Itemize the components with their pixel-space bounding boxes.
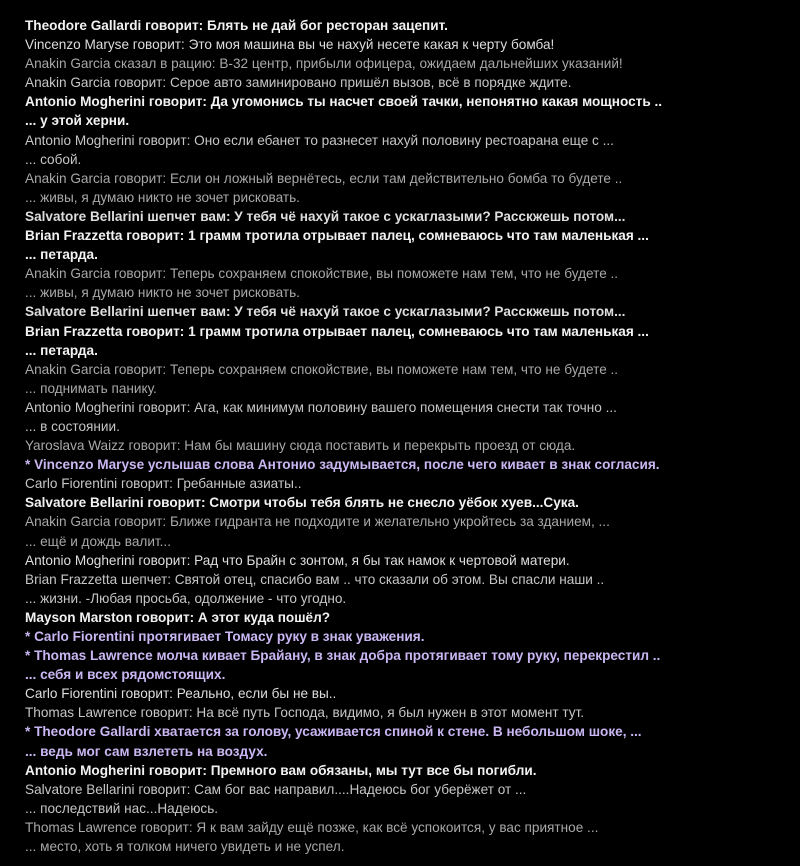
chat-line: Salvatore Bellarini говорит: Сам бог вас направил....Надеюсь бог уберёжет от ... [25, 781, 527, 797]
chat-line: ... себя и всех рядомстоящих. [25, 667, 226, 683]
chat-line: Anakin Garcia говорит: Теперь сохраняем спокойствие, вы поможете нам тем, что не будете .. [25, 266, 619, 282]
chat-line: Anakin Garcia говорит: Ближе гидранта не подходите и желательно укройтесь за зданием, ... [25, 514, 610, 530]
chat-line: ... ведь мог сам взлететь на воздух. [25, 743, 268, 759]
chat-line: ... в состоянии. [25, 418, 120, 434]
chat-line: Antonio Mogherini говорит: Рад что Брайн с зонтом, я бы так намок к чертовой матери. [25, 552, 570, 568]
chat-line: Theodore Gallardi говорит: Блять не дай бог ресторан зацепит. [25, 18, 448, 33]
chat-line: * Carlo Fiorentini протягивает Томасу руку в знак уважения. [25, 629, 425, 644]
chat-line: ... живы, я думаю никто не зочет рисковать. [25, 285, 300, 301]
chat-log [25, 16, 795, 856]
chat-line: * Theodore Gallardi хватается за голову, усаживается спиной к стене. В небольшом шоке, ... [25, 724, 642, 740]
chat-line: Thomas Lawrence говорит: Я к вам зайду ещё позже, как всё успокоится, у вас приятное ... [25, 819, 599, 835]
chat-line: Salvatore Bellarini говорит: Смотри чтобы тебя блять не снесло уёбок хуев...Сука. [25, 495, 579, 511]
chat-line: Antonio Mogherini говорит: Ага, как минимум половину вашего помещения снести так точно ... [25, 399, 617, 415]
chat-line: Salvatore Bellarini шепчет вам: У тебя чё нахуй такое с ускаглазыми? Расскжешь потом... [25, 304, 626, 320]
chat-line: Antonio Mogherini говорит: Да угомонись ты насчет своей тачки, непонятно какая мощность .. [25, 94, 663, 110]
chat-line: Antonio Mogherini говорит: Оно если ебанет то разнесет нахуй половину рестоарана еще с ... [25, 132, 614, 148]
chat-line: Thomas Lawrence говорит: На всё путь Господа, видимо, я был нужен в этот момент тут. [25, 705, 585, 721]
chat-line: * Vincenzo Maryse услышав слова Антонио задумывается, после чего кивает в знак согласия. [25, 457, 660, 473]
chat-line: Anakin Garcia говорит: Серое авто заминировано пришёл вызов, всё в порядке ждите. [25, 75, 572, 91]
chat-line: Vincenzo Maryse говорит: Это моя машина вы че нахуй несете какая к черту бомба! [25, 37, 555, 53]
chat-line: ... поднимать панику. [25, 380, 157, 396]
chat-line: * Thomas Lawrence молча кивает Брайану, в знак добра протягивает тому руку, перекрестил .. [25, 648, 661, 664]
chat-line: Carlo Fiorentini говорит: Гребанные азиаты.. [25, 476, 302, 492]
chat-line: Salvatore Bellarini шепчет вам: У тебя чё нахуй такое с ускаглазыми? Расскжешь потом... [25, 208, 626, 224]
chat-line: ... петарда. [25, 342, 98, 358]
chat-line: ... место, хоть я толком ничего увидеть и не успел. [25, 839, 345, 855]
chat-line: Brian Frazzetta говорит: 1 грамм тротила отрывает палец, сомневаюсь что там маленькая ... [25, 323, 649, 339]
chat-line: Anakin Garcia говорит: Теперь сохраняем спокойствие, вы поможете нам тем, что не будете .. [25, 361, 619, 377]
chat-line: ... жизни. -Любая просьба, одолжение - что угодно. [25, 590, 347, 606]
chat-line: Mayson Marston говорит: А этот куда пошёл? [25, 609, 331, 625]
chat-line: ... собой. [25, 151, 82, 167]
chat-line: ... ещё и дождь валит... [25, 533, 171, 549]
chat-line: Anakin Garcia сказал в рацию: В-32 центр, прибыли офицера, ожидаем дальнейших указаний! [25, 56, 623, 72]
chat-line: Brian Frazzetta говорит: 1 грамм тротила отрывает палец, сомневаюсь что там маленькая ... [25, 228, 649, 244]
chat-line: ... петарда. [25, 247, 98, 263]
chat-line: Antonio Mogherini говорит: Премного вам обязаны, мы тут все бы погибли. [25, 762, 537, 778]
chat-line: Anakin Garcia говорит: Если он ложный вернётесь, если там действительно бомба то будете .. [25, 170, 623, 186]
chat-line: Yaroslava Waizz говорит: Нам бы машину сюда поставить и перекрыть проезд от сюда. [25, 438, 576, 454]
chat-line: ... последствий нас...Надеюсь. [25, 800, 219, 816]
chat-line: ... живы, я думаю никто не зочет рисковать. [25, 189, 300, 205]
chat-line: Brian Frazzetta шепчет: Святой отец, спасибо вам .. что сказали об этом. Вы спасли наши .. [25, 571, 605, 587]
chat-line: ... у этой херни. [25, 113, 130, 129]
chat-line: Carlo Fiorentini говорит: Реально, если бы не вы.. [25, 686, 337, 702]
